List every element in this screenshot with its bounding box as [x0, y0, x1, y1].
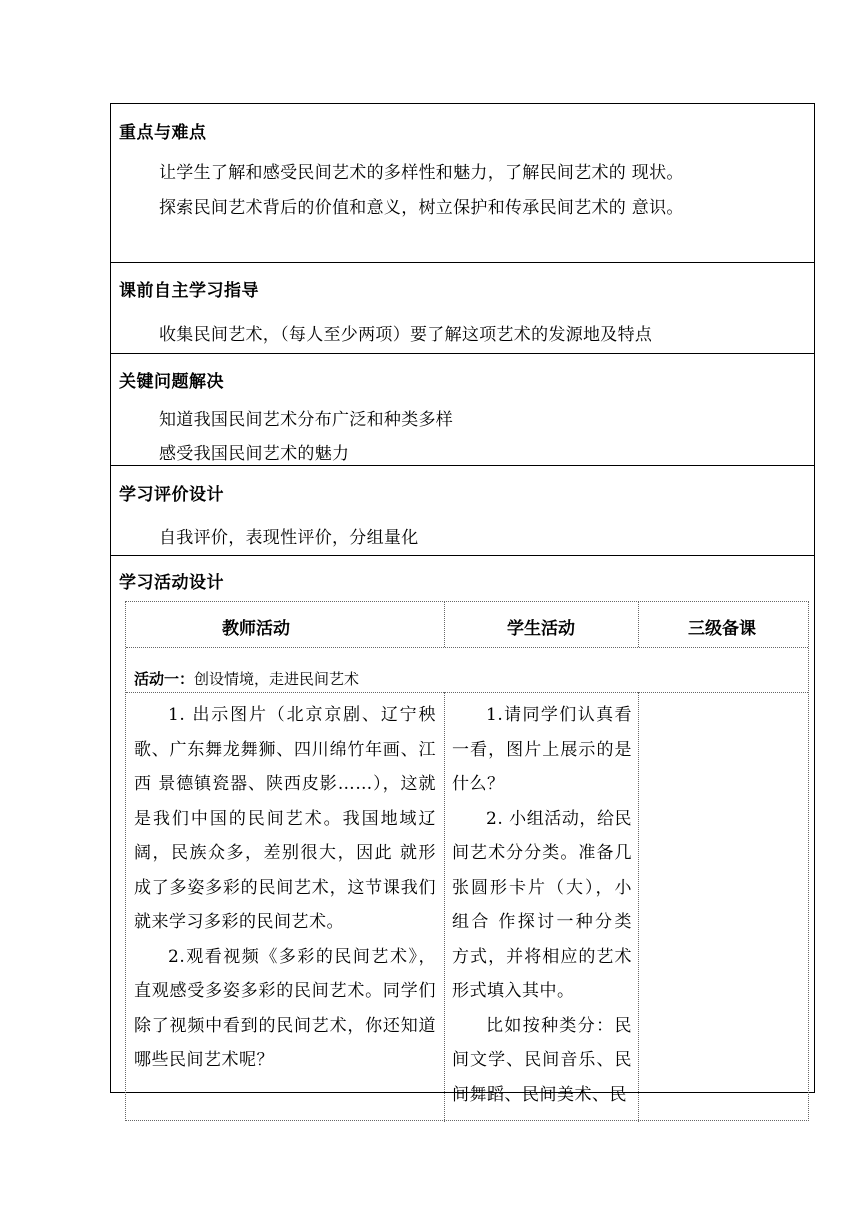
student-paragraph: 比如按种类分：民间文学、民间音乐、民间舞蹈、民间美术、民 [452, 1015, 632, 1105]
section-line: 自我评价，表现性评价，分组量化 [159, 528, 419, 548]
activity-one-label: 活动一： [134, 670, 195, 688]
section-title: 课前自主学习指导 [119, 281, 259, 301]
row-divider [126, 692, 808, 693]
section-line: 让学生了解和感受民间艺术的多样性和魅力，了解民间艺术的 现状。 [159, 163, 684, 183]
section-title-activity-design: 学习活动设计 [119, 573, 224, 593]
student-paragraph: 1.请同学们认真看一看，图片上展示的是什么？ [452, 705, 632, 794]
section-title: 学习评价设计 [119, 485, 224, 505]
section-evaluation [111, 466, 814, 556]
activity-one-text: 创设情境，走进民间艺术 [194, 670, 360, 688]
header-teacher-activity: 教师活动 [222, 619, 290, 639]
teacher-paragraph: 1. 出示图片（北京京剧、辽宁秧歌、广东舞龙舞狮、四川绵竹年画、江西 景德镇瓷器、陕西皮影……），这就是我们中国的民间艺术。我国地域辽阔，民族众多，差别很大，因此 就形成了多姿多彩的民间艺术，这节课我们就来学习多彩的民间艺术。 [134, 705, 436, 932]
teacher-activity-content [134, 698, 436, 1078]
lesson-plan-table [110, 103, 815, 1105]
section-title: 重点与难点 [119, 123, 207, 143]
section-line: 感受我国民间艺术的魅力 [159, 444, 350, 464]
section-key-points [111, 104, 814, 263]
row-divider [126, 647, 808, 648]
activity-one-title [134, 668, 359, 689]
column-divider [638, 692, 639, 1122]
section-line: 探索民间艺术背后的价值和意义，树立保护和传承民间艺术的 意识。 [159, 198, 684, 218]
section-title: 关键问题解决 [119, 372, 224, 392]
section-line: 收集民间艺术，（每人至少两项）要了解这项艺术的发源地及特点 [159, 325, 653, 345]
header-third-level-prep: 三级备课 [688, 619, 756, 639]
column-divider [444, 692, 445, 1122]
student-paragraph: 2. 小组活动，给民间艺术分分类。准备几张圆形卡片（大），小组合 作探讨一种分类方式，并将相应的艺术形式填入其中。 [452, 808, 632, 1001]
section-key-problems [111, 354, 814, 466]
section-line: 知道我国民间艺术分布广泛和种类多样 [159, 410, 454, 430]
header-student-activity: 学生活动 [507, 619, 575, 639]
section-preview-guide [111, 263, 814, 354]
student-activity-content [452, 698, 632, 1112]
teacher-paragraph: 2.观看视频《多彩的民间艺术》，直观感受多姿多彩的民间艺术。同学们除了视频中看到的民间艺术，你还知道哪些民间艺术呢？ [134, 946, 436, 1070]
activity-table [125, 601, 809, 1121]
